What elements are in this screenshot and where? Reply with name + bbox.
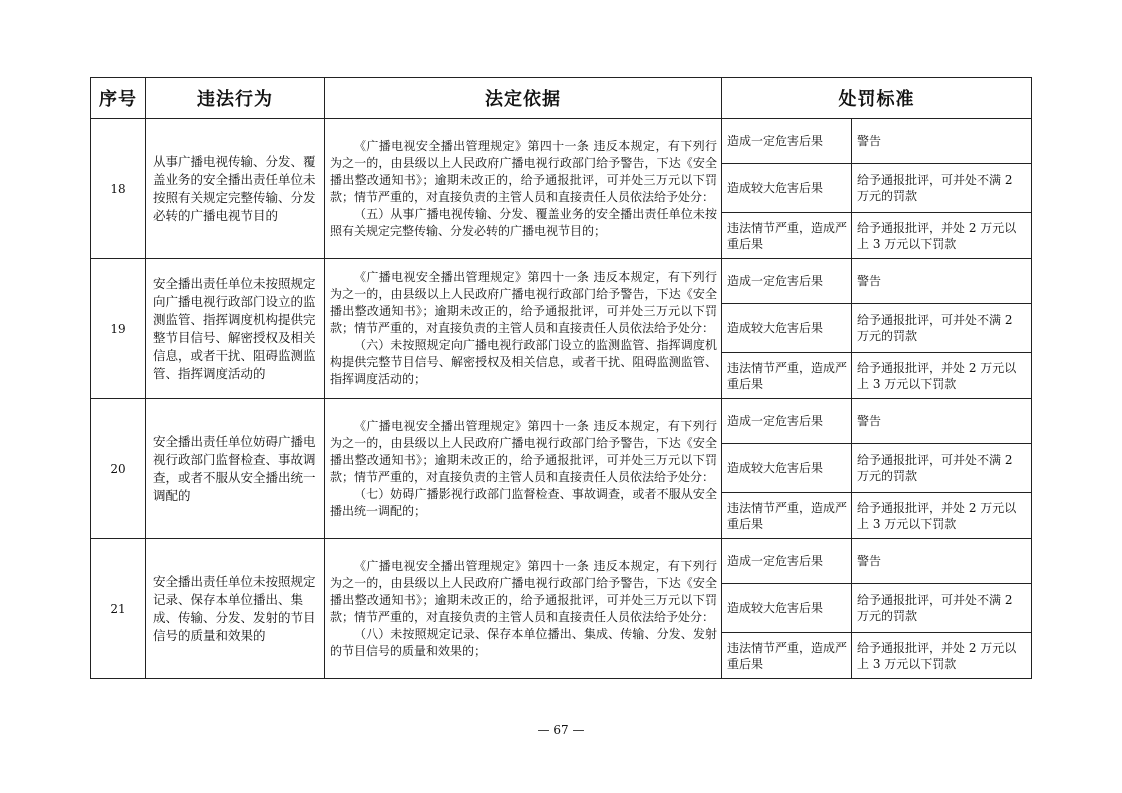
condition-cell: 造成一定危害后果 — [722, 119, 852, 164]
legal-basis — [325, 119, 722, 259]
row-number: 19 — [91, 259, 146, 399]
penalty-table — [90, 77, 1032, 679]
legal-basis-main: 《广播电视安全播出管理规定》第四十一条 违反本规定，有下列行为之一的，由县级以上人民政府广播电视行政部门给予警告，下达《安全播出整改通知书》；逾期未改正的，给予通报批评，可并处三万元以下罚款；情节严重的，对直接负责的主管人员和直接责任人员依法给予处分： — [330, 558, 717, 624]
penalty-cell: 给予通报批评，可并处不满 2 万元的罚款 — [852, 584, 1032, 633]
row-number: 21 — [91, 539, 146, 679]
table-header-row — [91, 78, 1032, 119]
condition-cell: 造成一定危害后果 — [722, 539, 852, 584]
table-row — [91, 259, 1032, 304]
condition-cell: 违法情节严重，造成严重后果 — [722, 493, 852, 539]
table-row — [91, 399, 1032, 444]
penalty-table-container — [90, 77, 1031, 679]
legal-basis-item: （八）未按照规定记录、保存本单位播出、集成、传输、分发、发射的节目信号的质量和效果的； — [330, 626, 717, 658]
condition-cell: 造成较大危害后果 — [722, 304, 852, 353]
penalty-cell: 给予通报批评，并处 2 万元以上 3 万元以下罚款 — [852, 213, 1032, 259]
legal-basis-main: 《广播电视安全播出管理规定》第四十一条 违反本规定，有下列行为之一的，由县级以上人民政府广播电视行政部门给予警告，下达《安全播出整改通知书》；逾期未改正的，给予通报批评，可并处三万元以下罚款；情节严重的，对直接负责的主管人员和直接责任人员依法给予处分： — [330, 270, 717, 335]
penalty-cell: 警告 — [852, 399, 1032, 444]
legal-basis — [325, 399, 722, 539]
condition-cell: 造成较大危害后果 — [722, 164, 852, 213]
condition-cell: 违法情节严重，造成严重后果 — [722, 633, 852, 679]
penalty-cell: 给予通报批评，可并处不满 2 万元的罚款 — [852, 304, 1032, 353]
legal-basis-item: （七）妨碍广播影视行政部门监督检查、事故调查，或者不服从安全播出统一调配的； — [330, 486, 717, 518]
violation-text: 安全播出责任单位未按照规定记录、保存本单位播出、集成、传输、分发、发射的节目信号的质量和效果的 — [146, 539, 325, 679]
row-number: 20 — [91, 399, 146, 539]
penalty-cell: 警告 — [852, 259, 1032, 304]
row-number: 18 — [91, 119, 146, 259]
table-row — [91, 539, 1032, 584]
penalty-cell: 给予通报批评，并处 2 万元以上 3 万元以下罚款 — [852, 353, 1032, 399]
condition-cell: 违法情节严重，造成严重后果 — [722, 353, 852, 399]
header-penalty: 处罚标准 — [722, 78, 1032, 119]
legal-basis — [325, 259, 722, 399]
header-basis: 法定依据 — [325, 78, 722, 119]
header-act: 违法行为 — [146, 78, 325, 119]
legal-basis-main: 《广播电视安全播出管理规定》第四十一条 违反本规定，有下列行为之一的，由县级以上人民政府广播电视行政部门给予警告，下达《安全播出整改通知书》；逾期未改正的，给予通报批评，可并处三万元以下罚款；情节严重的，对直接负责的主管人员和直接责任人员依法给予处分： — [330, 138, 717, 204]
condition-cell: 造成较大危害后果 — [722, 444, 852, 493]
penalty-cell: 给予通报批评，并处 2 万元以上 3 万元以下罚款 — [852, 493, 1032, 539]
table-row — [91, 119, 1032, 164]
condition-cell: 造成较大危害后果 — [722, 584, 852, 633]
header-seq: 序号 — [91, 78, 146, 119]
page-number: — 67 — — [537, 723, 585, 737]
penalty-cell: 警告 — [852, 539, 1032, 584]
legal-basis-item: （六）未按照规定向广播电视行政部门设立的监测监管、指挥调度机构提供完整节目信号、解密授权及相关信息，或者干扰、阻碍监测监管、指挥调度活动的； — [330, 338, 717, 386]
violation-text: 从事广播电视传输、分发、覆盖业务的安全播出责任单位未按照有关规定完整传输、分发必转的广播电视节目的 — [146, 119, 325, 259]
legal-basis-main: 《广播电视安全播出管理规定》第四十一条 违反本规定，有下列行为之一的，由县级以上人民政府广播电视行政部门给予警告，下达《安全播出整改通知书》；逾期未改正的，给予通报批评，可并处三万元以下罚款；情节严重的，对直接负责的主管人员和直接责任人员依法给予处分： — [330, 418, 717, 484]
violation-text: 安全播出责任单位未按照规定向广播电视行政部门设立的监测监管、指挥调度机构提供完整节目信号、解密授权及相关信息，或者干扰、阻碍监测监管、指挥调度活动的 — [146, 259, 325, 399]
condition-cell: 造成一定危害后果 — [722, 259, 852, 304]
penalty-cell: 给予通报批评，可并处不满 2 万元的罚款 — [852, 164, 1032, 213]
condition-cell: 违法情节严重，造成严重后果 — [722, 213, 852, 259]
penalty-cell: 警告 — [852, 119, 1032, 164]
legal-basis — [325, 539, 722, 679]
penalty-cell: 给予通报批评，可并处不满 2 万元的罚款 — [852, 444, 1032, 493]
penalty-cell: 给予通报批评，并处 2 万元以上 3 万元以下罚款 — [852, 633, 1032, 679]
condition-cell: 造成一定危害后果 — [722, 399, 852, 444]
legal-basis-item: （五）从事广播电视传输、分发、覆盖业务的安全播出责任单位未按照有关规定完整传输、分发必转的广播电视节目的； — [330, 206, 717, 238]
violation-text: 安全播出责任单位妨碍广播电视行政部门监督检查、事故调查，或者不服从安全播出统一调配的 — [146, 399, 325, 539]
